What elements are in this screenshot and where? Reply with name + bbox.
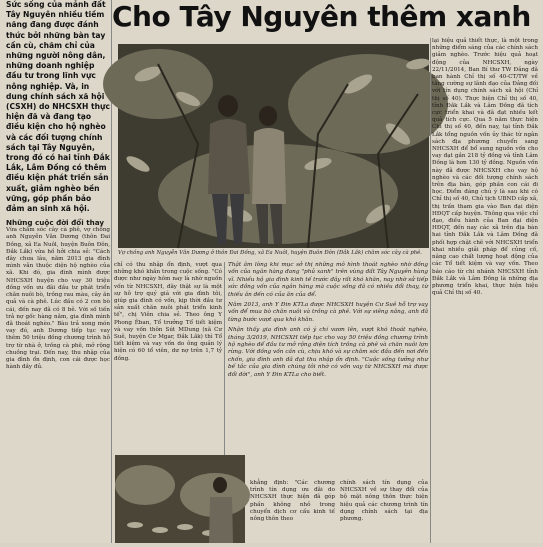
left-column bbox=[6, 0, 110, 543]
right-column bbox=[432, 38, 538, 543]
middle-body-text: chỉ có thu nhập ổn định, vượt qua những khó khăn trong cuộc sống. "Có được như ngày hôm nay là nhờ nguồn vốn từ NHCSXH, đây thật sự là một sự hỗ trợ quý giá với gia đình tôi, giúp gia đình có vốn, kịp thời đầu tư sản xuất chăn nuôi phát triển kinh tế", chị Viên chia sẻ. Theo ông Y Phong Êban, Tổ trưởng Tổ tiết kiệm và vay vốn thôn Sút MDung (xã Cư Suê, huyện Cư Mgar, Đắk Lắk) thì Tổ tiết kiệm và vay vốn do ông quản lý hiện có 60 tổ viên, dư nợ trên 1,7 tỷ đồng. bbox=[114, 262, 222, 362]
lead-paragraph: Sức sống của mảnh đất Tây Nguyên nhiều tiềm năng đang được đánh thức bởi những bàn tay cần cù, chăm chỉ của những người nông dân, những doanh nghiệp đầu tư trong lĩnh vực nông nghiệp. Và, in dung chính sách xã hội (CSXH) do NHCSXH thực hiện đã và đang tạo điều kiện cho hộ nghèo và các đối tượng chính sách tại Tây Nguyên, trong đó có hai tỉnh Đắk Lắk, Lâm Đồng có thêm điều kiện phát triển sản xuất, giảm nghèo bền vững, góp phần bảo đảm an sinh xã hội. bbox=[6, 0, 110, 214]
right-body-text: lại hiệu quả thiết thực, là một trong những điểm sáng của các chính sách giảm nghèo. Trước hiệu quả hoạt động của NHCSXH, ngày 22/11/2014, Ban Bí thư TW Đảng đã ban hành Chỉ thị số 40-CT/TW về tăng cường sự lãnh đạo của Đảng đối với tín dụng chính sách xã hội (Chỉ thị số 40). Thực hiện Chỉ thị số 40, tỉnh Đắk Lắk và Lâm Đồng đã tích cực triển khai và đã đạt nhiều kết quả tích cực. Qua 5 năm thực hiện Chỉ thị số 40, đến nay, tại tỉnh Đắk Lắk tổng nguồn vốn ủy thác từ ngân sách địa phương chuyển sang NHCSXH để bổ sung nguồn vốn cho vay đạt gần 218 tỷ đồng và tỉnh Lâm Đồng là hơn 130 tỷ đồng. Nguồn vốn này đã được NHCSXH cho vay hộ nghèo và các đối tượng chính sách trên địa bàn, góp phần con cái đi học. Điểm đáng chú ý là sau khi có Chỉ thị số 40, Chủ tịch UBND cấp xã, thị trấn tham gia vào Ban đại diện HĐQT cấp huyện. Thông qua việc chỉ đạo, điều hành của Ban đại diện HĐQT, đến nay các xã trên địa bàn hai tỉnh Đắk Lắk và Lâm Đồng đã phối hợp chặt chẽ với NHCSXH triển khai nhiều giải pháp để củng cố, nâng cao chất lượng hoạt động của các Tổ tiết kiệm và vay vốn. Theo báo cáo từ chi nhánh NHCSXH tỉnh Đắk Lắk và Lâm Đồng là những địa phương triển khai, thực hiện hiệu quả Chỉ thị số 40. bbox=[432, 38, 538, 297]
lower-middle-paragraph: khẳng định: "Các chương trình tín dụng ưu đãi do NHCSXH thực hiện đã góp phần không nhỏ trong chuyển dịch cơ cấu kinh tế nông thôn theo bbox=[250, 480, 335, 523]
left-body-text: Vừa chăm sóc cây cà phê, vợ chồng anh Nguyễn Văn Dương (thôn Đai Đồng, xã Ea Nuôl, huyện Buôn Đôn, Đắk Lắk) vừa hồ hởi chia sẻ: "Cách đây chưa lâu, năm 2013 gia đình mình vẫn thuộc diện hộ nghèo của xã. Khi đó, gia đình mình được NHCSXH huyện cho vay 30 triệu đồng vốn ưu đãi đầu tư phát triển chăn nuôi bò, trồng rau màu, cây ăn quả và cà phê. Lúc đầu có 2 con bò cái, đến nay đã có 8 bê. Với số tiền trả nợ gốc hàng năm, gia đình mình đã thoát nghèo." Bàu trả xong món vay đó, anh Dương tiếp tục vay thêm 50 triệu đồng chương trình hỗ trợ từ nhà ở, trồng cà phê, mở rộng chuồng trại. Đến nay, thu nhập của gia đình ổn định, con cái được học hành đầy đủ. bbox=[6, 227, 110, 371]
coffee-farm-photo bbox=[118, 44, 429, 248]
lower-right-paragraph: chính sách tín dụng của NHCSXH về sự thay đổi của bộ mặt nông thôn thực hiện hiệu quả các chương trình tín dụng chính sách tại địa phương. bbox=[340, 480, 428, 523]
lower-right-text bbox=[340, 480, 428, 543]
quote-paragraph: Nhận thấy gia đình anh có ý chí vươn lên, vượt khó thoát nghèo, tháng 3/2019, NHCSXH tiếp tục cho vay 50 triệu đồng chương trình hộ nghèo để đầu tư mở rộng diện tích trồng cà phê và chăn nuôi lợn rừng. Với đồng vốn cần cù, chịu khó và sự chăm sóc đầu đến nơi đến chốn, gia đình anh đã đạt thu nhập ổn định. "Cuộc sống tưởng như bế tắc của gia đình chúng tôi nhờ có vốn vay từ NHCSXH mà được đổi đời", anh Y Đin KTLa cho biết. bbox=[228, 327, 428, 378]
quote-paragraph: Thật âm lòng khi mục sở thị những mô hình thoát nghèo nhờ đồng vốn của ngân hàng đang "phủ xanh" trên vùng đất Tây Nguyên hùng vĩ. Nhiều hộ gia đình kinh tế trước đây rất khó khăn, nay nhờ sử tiếp sức đồng vốn của ngân hàng mà cuộc sống đã có nhiều đổi thay, từ thiếu ăn đến có của ăn của để. bbox=[228, 262, 428, 298]
italic-feature-box bbox=[228, 262, 428, 474]
subheading: Những cuộc đời đổi thay bbox=[6, 218, 105, 228]
quote-paragraph: Năm 2013, anh Y Đin KTLa được NHCSXH huyện Cư Suê hỗ trợ vay vốn để mua bò chăn nuôi và trồng cà phê. Với sự siêng năng, anh đã từng bước vượt qua khó khăn. bbox=[228, 302, 428, 323]
nursery-photo bbox=[115, 455, 245, 543]
column-divider bbox=[224, 262, 225, 474]
headline: Cho Tây Nguyên thêm xanh bbox=[112, 0, 531, 33]
photo-caption: Vợ chồng anh Nguyễn Văn Dương ở thôn Đai Đồng, xã Ea Nuôl, huyện Buôn Đôn (Đắk Lắk) chăm sóc cây cà phê. bbox=[118, 250, 422, 256]
lower-middle-text bbox=[250, 480, 335, 543]
column-divider bbox=[430, 38, 431, 543]
